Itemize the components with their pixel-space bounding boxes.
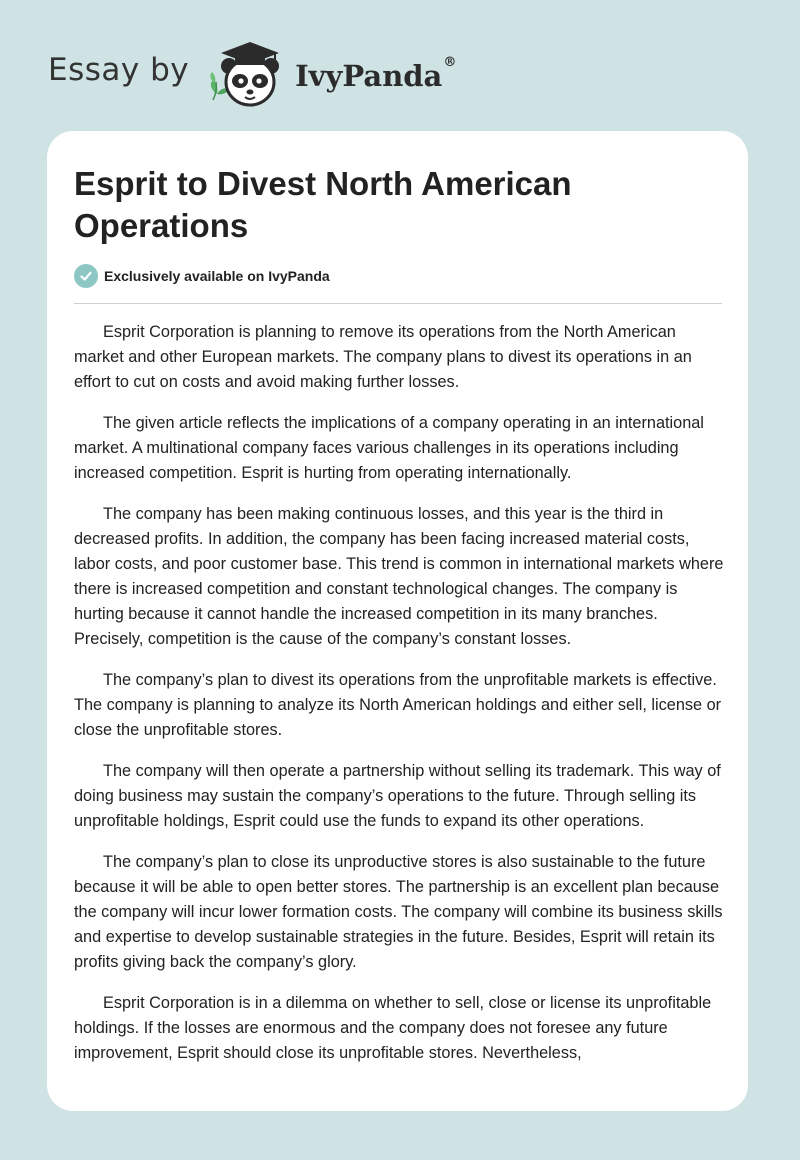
paragraph: The company has been making continuous losses, and this year is the third in decreased profits. In addition, the company has been facing increased material costs, labor costs, and poor customer base. This trend is common in international markets where there is increased competition and constant technological changes. The company is hurting because it cannot handle the increased competition in its many branches. Precisely, competition is the cause of the company’s constant losses. [74,505,724,648]
essay-card [47,131,748,1111]
essay-body [74,320,724,1082]
site-brand[interactable] [48,36,456,110]
panda-logo-icon [201,36,293,110]
paragraph: Esprit Corporation is planning to remove its operations from the North American market and other European markets. The company plans to divest its operations in an effort to cut on costs and avoid making further losses. [74,323,692,391]
divider [74,303,722,304]
essay-title: Esprit to Divest North American Operations [74,165,572,244]
paragraph: The company will then operate a partnership without selling its trademark. This way of doing business may sustain the company’s operations to the future. Through selling its unprofitable holdings, Esprit could use the funds to expand its other operations. [74,762,721,830]
paragraph: The company’s plan to divest its operations from the unprofitable markets is effective. The company is planning to analyze its North American holdings and either sell, license or close the unprofitable stores. [74,671,722,739]
paragraph: The given article reflects the implications of a company operating in an international market. A multinational company faces various challenges in its operations including increased competition. Esprit is hurting from operating internationally. [74,414,704,482]
paragraph: Esprit Corporation is in a dilemma on whether to sell, close or license its unprofitable holdings. If the losses are enormous and the company does not foresee any future improvement, Esprit should close its unprofitable stores. Nevertheless, [74,994,712,1062]
exclusive-badge [74,263,330,289]
paragraph: The company’s plan to close its unproductive stores is also sustainable to the future because it will be able to open better stores. The partnership is an excellent plan because the company will incur lower formation costs. The company will combine its business skills and expertise to develop sustainable strategies in the future. Besides, Esprit will retain its profits giving back the company’s glory. [74,853,723,971]
exclusive-badge-label: Exclusively available on IvyPanda [104,268,330,284]
check-icon [74,264,98,288]
brand-prefix: Essay by [48,52,190,88]
registered-mark: ® [443,55,457,70]
brand-name: IvyPanda® [295,55,457,93]
